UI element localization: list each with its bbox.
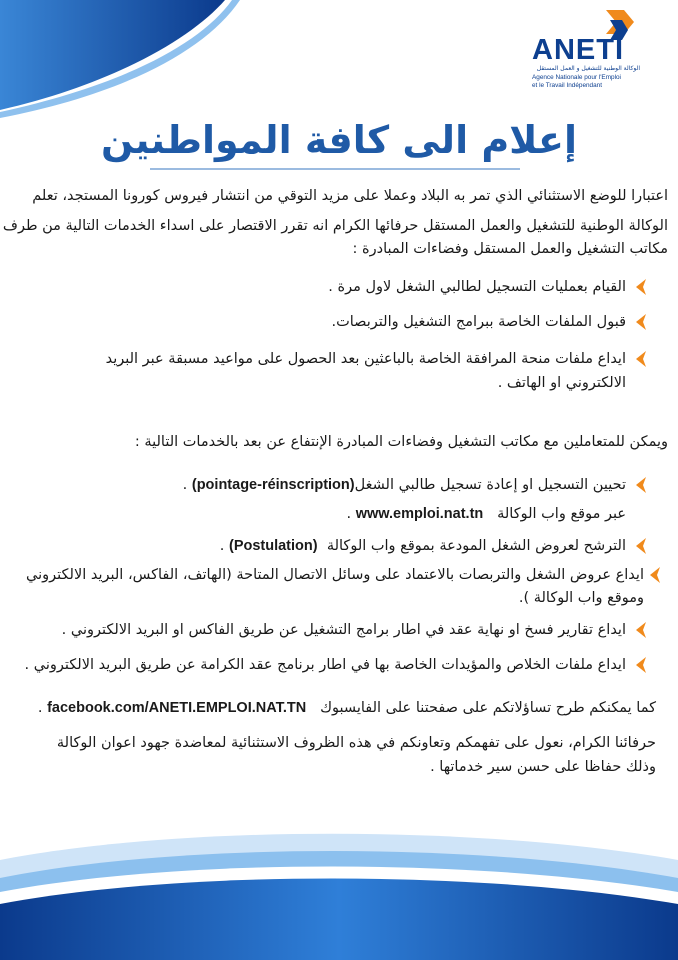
chevron-bullet-icon [634,314,648,330]
remote-service-item: تحيين التسجيل او إعادة تسجيل طالبي الشغل(pointage-réinscription) . [26,473,626,497]
office-service-item-continuation: الالكتروني او الهاتف . [497,375,626,391]
facebook-line: كما يمكنكم طرح تساؤلاتكم على صفحتنا على الفايسبوك facebook.com/ANETI.EMPLOI.NAT.TN . [37,700,656,716]
intro-line-3: مكاتب التشغيل والعمل المستقل وفضاءات المبادرة : [352,241,668,257]
logo-arabic-name: الوكالة الوطنية للتشغيل و العمل المستقل [536,65,640,72]
chevron-bullet-icon [634,657,648,673]
bottom-wave-decoration [0,820,678,960]
chevron-bullet-icon [634,279,648,295]
logo-french-name: Agence Nationale pour l'Emploi et le Travail Indépendant [532,74,621,89]
office-service-item: القيام بعمليات التسجيل لطالبي الشغل لاول مرة . [26,275,626,299]
logo-wordmark: ANETI [532,34,624,66]
remote-service-item: ايداع ملفات الخلاص والمؤيدات الخاصة بها في اطار برنامج عقد الكرامة عن طريق البريد الالكتروني . [26,653,626,677]
website-link[interactable]: www.emploi.nat.tn [355,506,484,522]
chevron-bullet-icon [634,622,648,638]
intro-line-1: اعتبارا للوضع الاستثنائي الذي تمر به البلاد وعملا على مزيد التوقي من انتشار فيروس كورونا المستجد، تعلم [32,188,668,204]
office-service-item: قبول الملفات الخاصة ببرامج التشغيل والتربصات. [26,310,626,334]
title-underline [150,168,520,170]
remote-service-item: ايداع تقارير فسخ او نهاية عقد في اطار برامج التشغيل عن طريق الفاكس او البريد الالكتروني . [26,618,626,642]
aneti-logo [532,8,642,92]
remote-service-item: الترشح لعروض الشغل المودعة بموقع واب الوكالة (Postulation) . [26,534,626,558]
facebook-link[interactable]: facebook.com/ANETI.EMPLOI.NAT.TN [47,700,307,716]
remote-services-intro: ويمكن للمتعاملين مع مكاتب التشغيل وفضاءات المبادرة الإنتفاع عن بعد بالخدمات التالية : [134,434,668,450]
closing-line-1: حرفائنا الكرام، نعول على تفهمكم وتعاونكم في هذه الظروف الاستثنائية لمعاضدة جهود اعوان الوكالة [56,735,656,751]
remote-service-item-continuation: وموقع واب الوكالة ). [518,590,644,606]
intro-line-2: الوكالة الوطنية للتشغيل والعمل المستقل حرفائها الكرام انه تقرر الاقتصار على اسداء الخدمات التالية من طرف [2,218,668,234]
chevron-bullet-icon [634,538,648,554]
chevron-bullet-icon [634,477,648,493]
remote-service-item: ايداع عروض الشغل والتربصات بالاعتماد على وسائل الاتصال المتاحة (الهاتف، الفاكس، البريد الالكتروني [14,563,644,587]
website-line: عبر موقع واب الوكالة www.emploi.nat.tn . [346,506,626,522]
closing-line-2: وذلك حفاظا على حسن سير خدماتها . [430,759,656,775]
chevron-bullet-icon [634,351,648,367]
chevron-bullet-icon [648,567,662,583]
office-service-item: ايداع ملفات منحة المرافقة الخاصة بالباعثين بعد الحصول على مواعيد مسبقة عبر البريد [26,347,626,371]
page-title: إعلام الى كافة المواطنين [100,118,578,162]
